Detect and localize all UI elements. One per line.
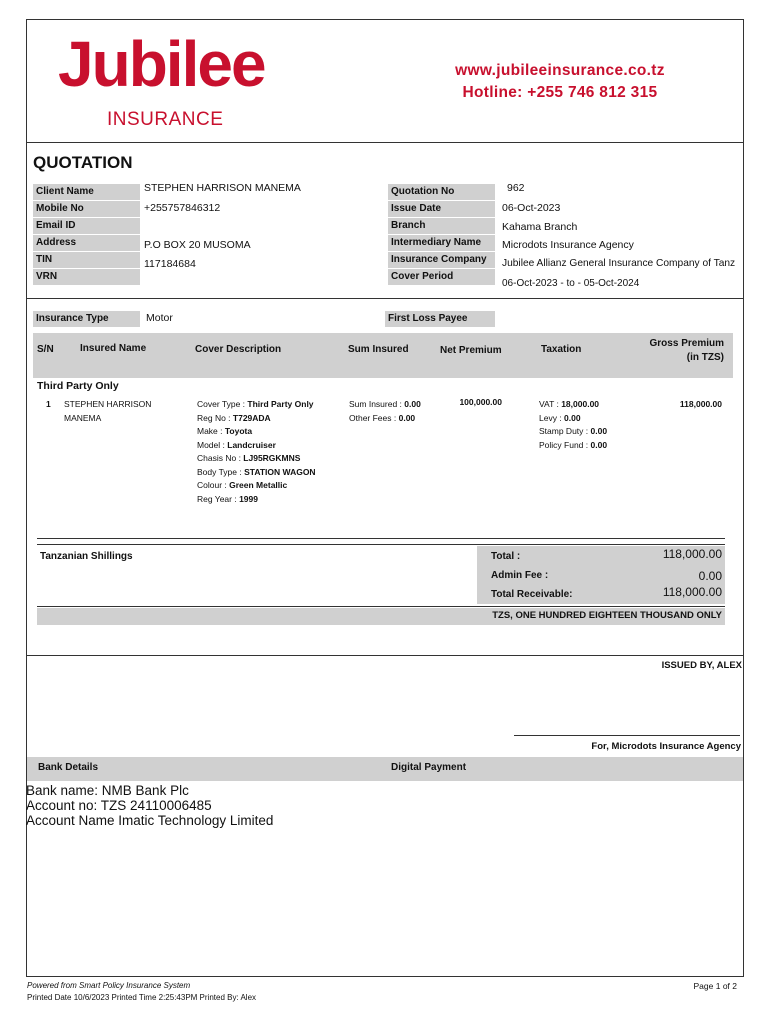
cover-line: Cover Type : Third Party Only — [197, 399, 314, 409]
email-label: Email ID — [33, 218, 140, 234]
col-sum-insured: Sum Insured — [348, 344, 409, 355]
cover-line: Reg No : T729ADA — [197, 412, 271, 423]
total-receivable-label: Total Receivable: — [491, 589, 573, 600]
vrn-label: VRN — [33, 269, 140, 285]
insurance-type-label: Insurance Type — [33, 311, 140, 327]
digital-payment-header: Digital Payment — [391, 762, 467, 773]
account-no: Account no: TZS 24110006485 — [26, 798, 212, 813]
bank-name: Bank name: NMB Bank Plc — [26, 783, 189, 798]
client-name-label: Client Name — [33, 184, 140, 200]
address-label: Address — [33, 235, 140, 251]
divider — [26, 142, 744, 143]
tax-line: Levy : 0.00 — [539, 412, 581, 423]
cover-period-value: 06-Oct-2023 - to - 05-Oct-2024 — [502, 278, 640, 289]
website-link[interactable]: www.jubileeinsurance.co.tz — [455, 62, 665, 79]
tax-line: VAT : 18,000.00 — [539, 399, 600, 409]
bank-info — [26, 783, 273, 828]
admin-fee-value: 0.00 — [698, 569, 722, 583]
insured-name-line: MANEMA — [64, 412, 102, 423]
cover-line: Make : Toyota — [197, 426, 253, 436]
first-loss-payee-label: First Loss Payee — [385, 311, 495, 327]
sum-line: Sum Insured : 0.00 — [349, 399, 421, 409]
for-agency: For, Microdots Insurance Agency — [591, 741, 741, 752]
total-receivable-value: 118,000.00 — [662, 585, 722, 599]
sum-line: Other Fees : 0.00 — [349, 412, 416, 423]
mobile-value: +255757846312 — [144, 202, 221, 214]
col-sn: S/N — [37, 344, 54, 355]
total-value: 118,000.00 — [662, 547, 722, 561]
row-sn: 1 — [46, 399, 51, 409]
net-premium-value: 100,000.00 — [459, 397, 502, 407]
cover-line: Model : Landcruiser — [197, 439, 276, 450]
account-name: Account Name Imatic Technology Limited — [26, 813, 274, 828]
col-gross-premium: Gross Premium — [649, 338, 724, 349]
section-title: Third Party Only — [37, 380, 119, 392]
cover-period-label: Cover Period — [388, 269, 495, 285]
issue-date-label: Issue Date — [388, 201, 495, 217]
currency-label: Tanzanian Shillings — [40, 551, 133, 562]
insured-name-line: STEPHEN HARRISON — [64, 399, 152, 409]
mobile-label: Mobile No — [33, 201, 140, 217]
tax-line: Policy Fund : 0.00 — [539, 439, 608, 450]
insurance-type-value: Motor — [146, 312, 173, 324]
admin-fee-label: Admin Fee : — [491, 570, 549, 581]
divider — [26, 655, 744, 656]
printed-info: Printed Date 10/6/2023 Printed Time 2:25:43PM Printed By: Alex — [27, 993, 257, 1002]
hotline-text: Hotline: +255 746 812 315 — [462, 84, 658, 101]
divider — [26, 298, 744, 299]
sum-insured-cell — [349, 398, 421, 425]
issued-by: ISSUED BY, ALEX — [661, 660, 742, 671]
page-title: QUOTATION — [33, 153, 133, 172]
client-name-value: STEPHEN HARRISON MANEMA — [144, 182, 301, 194]
total-label: Total : — [491, 551, 521, 562]
address-value: P.O BOX 20 MUSOMA — [144, 239, 251, 251]
cover-line: Colour : Green Metallic — [197, 480, 288, 490]
quotation-no-label: Quotation No — [388, 184, 495, 200]
divider — [37, 538, 725, 539]
intermediary-value: Microdots Insurance Agency — [502, 239, 634, 251]
tin-label: TIN — [33, 252, 140, 268]
cover-line: Chasis No : LJ95RGKMNS — [197, 453, 301, 463]
document-frame — [26, 19, 744, 977]
signature-line — [514, 735, 740, 736]
page-number: Page 1 of 2 — [693, 981, 737, 991]
insurance-company-value: Jubilee Allianz General Insurance Company of Tanz — [502, 258, 736, 269]
bank-details-header: Bank Details — [38, 762, 99, 773]
row-insured-name — [64, 398, 151, 425]
amount-in-words: TZS, ONE HUNDRED EIGHTEEN THOUSAND ONLY — [492, 610, 722, 621]
branch-value: Kahama Branch — [502, 221, 578, 233]
intermediary-label: Intermediary Name — [388, 235, 495, 251]
col-gross-premium-unit: (in TZS) — [686, 352, 724, 363]
taxation-cell — [539, 398, 607, 452]
logo-wordmark: Jubilee — [58, 28, 265, 100]
issue-date-value: 06-Oct-2023 — [502, 202, 561, 214]
quotation-no-value: 962 — [507, 182, 525, 194]
powered-by: Powered from Smart Policy Insurance System — [27, 981, 191, 990]
cover-line: Body Type : STATION WAGON — [197, 466, 316, 477]
divider — [37, 544, 725, 545]
col-net-premium: Net Premium — [440, 345, 502, 356]
col-insured-name: Insured Name — [80, 343, 147, 354]
logo-subtitle: INSURANCE — [107, 109, 224, 130]
branch-label: Branch — [388, 218, 495, 234]
tax-line: Stamp Duty : 0.00 — [539, 426, 608, 436]
tin-value: 117184684 — [144, 258, 196, 270]
col-taxation: Taxation — [541, 344, 582, 355]
cover-description — [197, 398, 316, 506]
divider — [37, 606, 725, 607]
insurance-company-label: Insurance Company — [388, 252, 495, 268]
bank-header-band — [27, 757, 743, 781]
cover-line: Reg Year : 1999 — [197, 493, 258, 504]
col-cover-description: Cover Description — [195, 344, 282, 355]
gross-premium-value: 118,000.00 — [679, 399, 722, 409]
